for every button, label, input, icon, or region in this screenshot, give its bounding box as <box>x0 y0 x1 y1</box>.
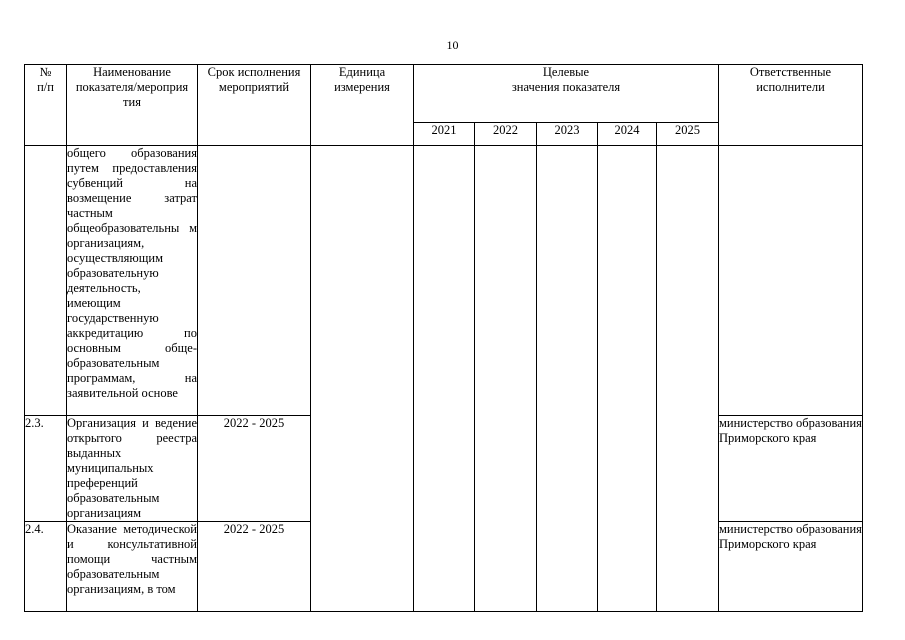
header-target-line2: значения показателя <box>511 80 621 94</box>
header-responsible-label: Ответственные исполнители <box>749 65 832 94</box>
table-row <box>25 146 863 416</box>
year-2025-cell <box>657 146 719 612</box>
page-number: 10 <box>446 38 459 52</box>
header-responsible <box>719 65 863 146</box>
header-year-2021: 2021 <box>414 123 475 146</box>
row-name-text: Организация и ведение открытого реестра выданных муниципальных преференций образовательным организациям <box>67 416 197 520</box>
header-target-line1: Целевые <box>542 65 590 79</box>
header-unit-label: Единица измерения <box>334 65 390 94</box>
unit-cell <box>311 146 414 612</box>
header-target <box>414 65 719 123</box>
header-name-label: Наименование показателя/мероприя тия <box>75 65 189 109</box>
header-term-label: Срок исполнения мероприятий <box>207 65 301 94</box>
row-name <box>67 416 198 522</box>
header-name <box>67 65 198 146</box>
row-term: 2022 - 2025 <box>198 522 311 612</box>
row-num: 2.3. <box>25 416 67 522</box>
year-2022-cell <box>475 146 537 612</box>
row-num <box>25 146 67 416</box>
row-responsible: министерство образования Приморского края <box>719 416 863 522</box>
header-num <box>25 65 67 146</box>
header-term <box>198 65 311 146</box>
row-term: 2022 - 2025 <box>198 416 311 522</box>
row-name <box>67 146 198 416</box>
year-2023-cell <box>537 146 598 612</box>
year-2024-cell <box>598 146 657 612</box>
header-num-label: № п/п <box>37 65 54 94</box>
header-year-2024: 2024 <box>598 123 657 146</box>
row-term <box>198 146 311 416</box>
measures-table <box>24 64 863 612</box>
header-year-2025: 2025 <box>657 123 719 146</box>
row-num: 2.4. <box>25 522 67 612</box>
row-responsible <box>719 146 863 416</box>
year-2021-cell <box>414 146 475 612</box>
row-name-text: Оказание методической и консультативной помощи частным образовательным организациям, в том <box>67 522 197 596</box>
header-year-2022: 2022 <box>475 123 537 146</box>
row-name <box>67 522 198 612</box>
row-responsible: министерство образования Приморского края <box>719 522 863 612</box>
header-year-2023: 2023 <box>537 123 598 146</box>
header-unit <box>311 65 414 146</box>
row-name-text: общего образования путем предоставления субвенций на возмещение затрат частным общеобразовательны м организациям, осуществляющим образовательную деятельность, имеющим государственную аккредитацию по основным обще-образовательным программам, на заявительной основе <box>67 146 197 400</box>
